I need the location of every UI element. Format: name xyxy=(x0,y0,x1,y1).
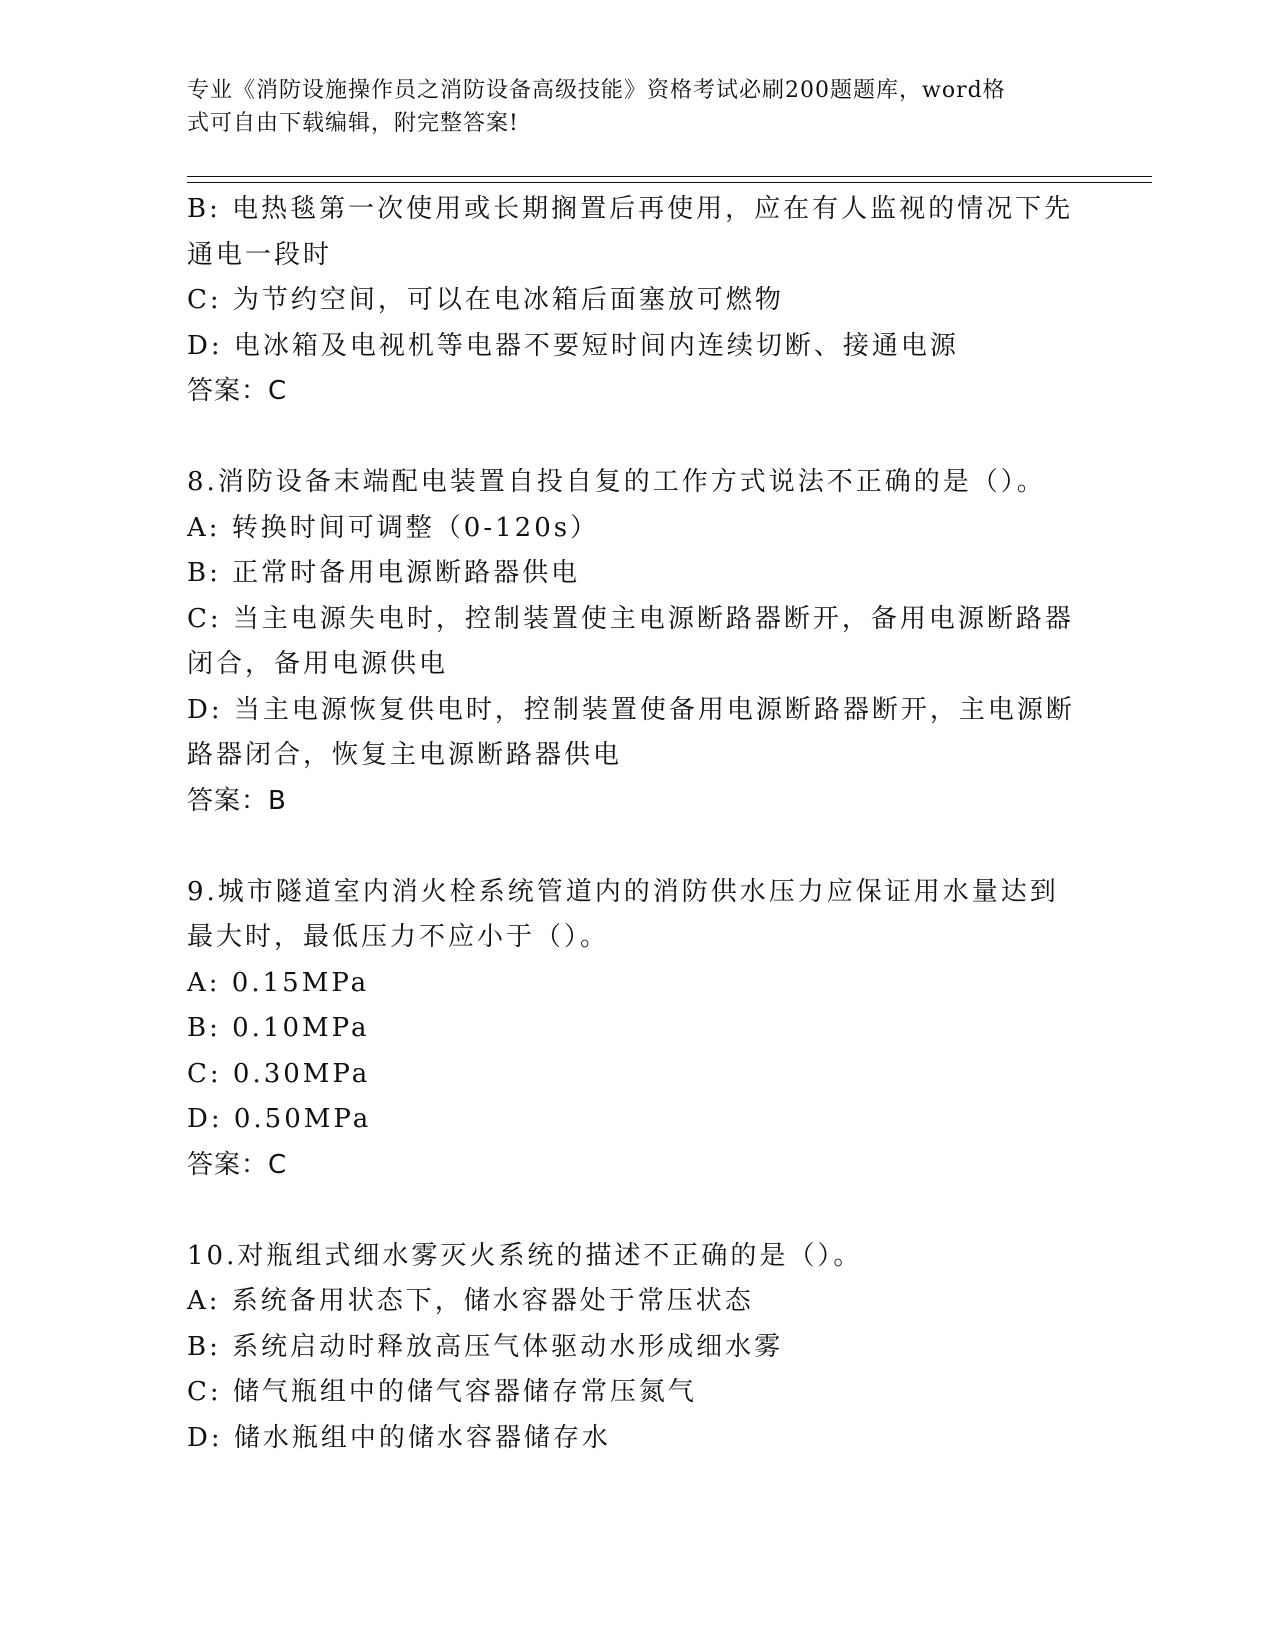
document-header xyxy=(187,74,1067,140)
q8-option-c-line-1: C: 当主电源失电时，控制装置使主电源断路器断开，备用电源断路器 xyxy=(187,603,1074,634)
header-divider-bottom xyxy=(187,182,1152,183)
q8-option-d-line-1: D: 当主电源恢复供电时，控制装置使备用电源断路器断开，主电源断 xyxy=(187,694,1075,725)
q9-option-b: B: 0.10MPa xyxy=(187,1013,370,1043)
q7-answer: 答案：C xyxy=(187,376,288,406)
header-line-2: 式可自由下载编辑，附完整答案! xyxy=(187,111,519,136)
spacer xyxy=(187,415,1087,461)
q8-answer: 答案：B xyxy=(187,785,287,816)
q8-option-a: A: 转换时间可调整（0-120s） xyxy=(187,512,600,543)
q8-option-c-line-2: 闭合，备用电源供电 xyxy=(187,649,449,679)
q9-option-d: D: 0.50MPa xyxy=(187,1104,372,1134)
spacer xyxy=(187,824,1087,870)
q9-stem-line-1: 9.城市隧道室内消火栓系统管道内的消防供水压力应保证用水量达到 xyxy=(187,876,1059,907)
q9-option-c: C: 0.30MPa xyxy=(187,1058,371,1089)
question-10 xyxy=(187,1234,1087,1462)
q7-option-c: C: 为节约空间，可以在电冰箱后面塞放可燃物 xyxy=(187,285,784,315)
q7-option-b-line-1: B: 电热毯第一次使用或长期搁置后再使用，应在有人监视的情况下先 xyxy=(187,194,1074,224)
q8-option-d-line-2: 路器闭合，恢复主电源断路器供电 xyxy=(187,740,623,770)
q10-option-c: C: 储气瓶组中的储气容器储存常压氮气 xyxy=(187,1377,697,1407)
question-8 xyxy=(187,460,1087,824)
question-content xyxy=(187,187,1087,1461)
q9-answer: 答案：C xyxy=(187,1149,288,1180)
q8-option-b: B: 正常时备用电源断路器供电 xyxy=(187,558,581,588)
question-9 xyxy=(187,870,1087,1189)
q7-option-b-line-2: 通电一段时 xyxy=(187,239,333,270)
q9-stem-line-2: 最大时，最低压力不应小于（）。 xyxy=(187,922,610,952)
q10-stem: 10.对瓶组式细水雾灭火系统的描述不正确的是（）。 xyxy=(187,1240,863,1271)
q7-option-d: D: 电冰箱及电视机等电器不要短时间内连续切断、接通电源 xyxy=(187,330,959,361)
q9-option-a: A: 0.15MPa xyxy=(187,967,370,998)
q10-option-b: B: 系统启动时释放高压气体驱动水形成细水雾 xyxy=(187,1331,784,1362)
q10-option-a: A: 系统备用状态下，储水容器处于常压状态 xyxy=(187,1286,754,1316)
header-line-1: 专业《消防设施操作员之消防设备高级技能》资格考试必刷200题题库，word格 xyxy=(187,78,1006,103)
q8-stem: 8.消防设备末端配电装置自投自复的工作方式说法不正确的是（）。 xyxy=(187,467,1046,497)
header-divider-top xyxy=(187,176,1152,177)
spacer xyxy=(187,1188,1087,1234)
q10-option-d: D: 储水瓶组中的储水容器储存水 xyxy=(187,1422,611,1453)
question-7 xyxy=(187,187,1087,415)
